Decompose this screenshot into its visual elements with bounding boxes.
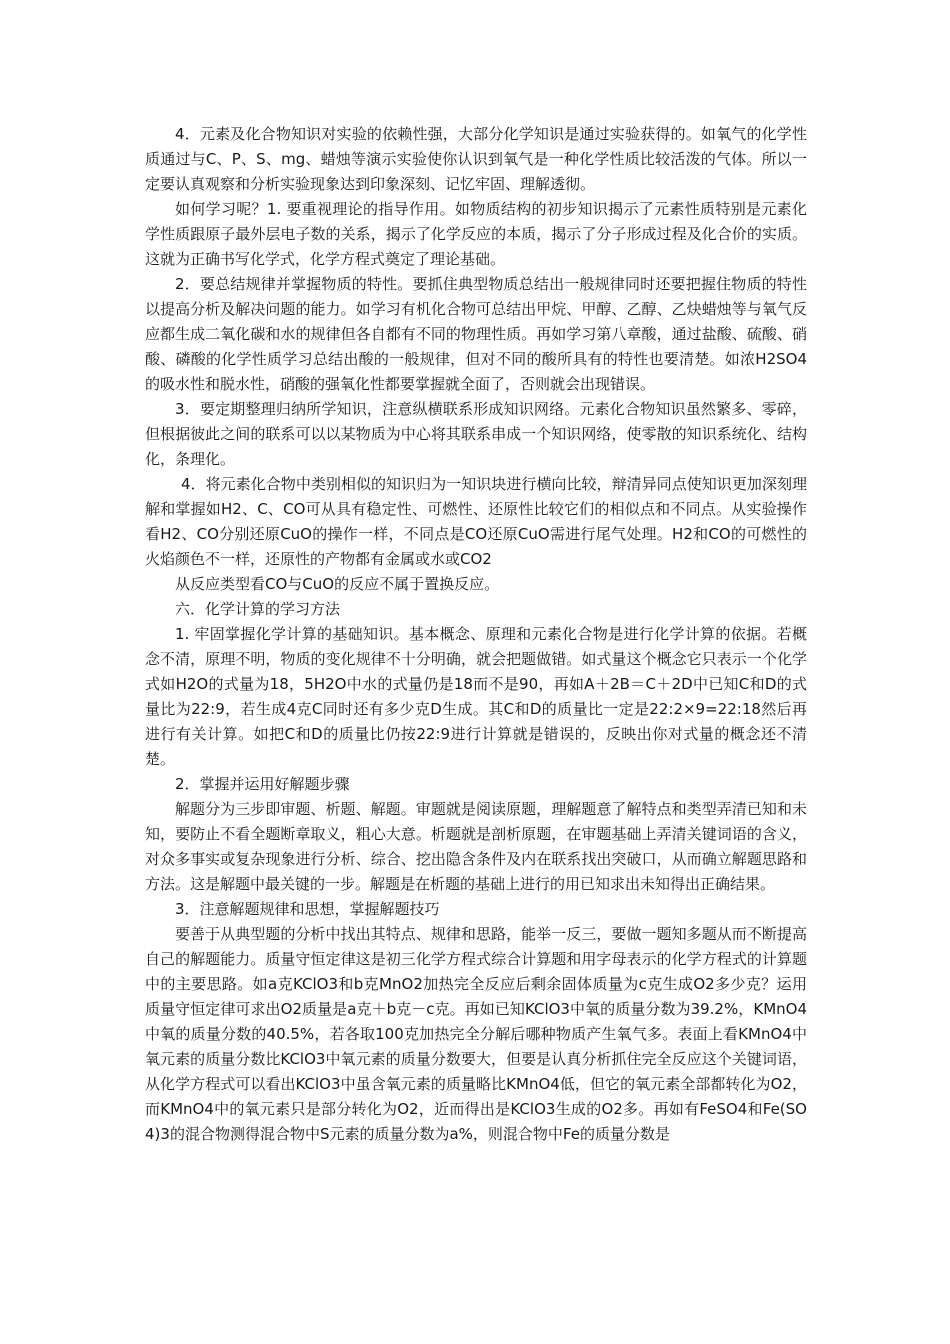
paragraph-how-to-learn: 如何学习呢？1. 要重视理论的指导作用。如物质结构的初步知识揭示了元素性质特别是元素化学性质跟原子最外层电子数的关系，揭示了化学反应的本质，揭示了分子形成过程及化合价的实质。这就为正确书写化学式，化学方程式奠定了理论基础。 [145, 200, 807, 268]
paragraph-calculation-basics: 1. 牢固掌握化学计算的基础知识。基本概念、原理和元素化合物是进行化学计算的依据。若概念不清，原理不明，物质的变化规律不十分明确，就会把题做错。如式量这个概念它只表示一个化学式如H2O的式量为18，5H2O中水的式量仍是18而不是90，再如A＋2B＝C＋2D中已知C和D的式量比为22:9，若生成4克C同时还有多少克D生成。其C和D的质量比一定是22:2×9=22:18然后再进行有关计算。如把C和D的质量比仍按22:9进行计算就是错误的，反映出你对式量的概念还不清楚。 [145, 625, 807, 768]
paragraph-reaction-type: 从反应类型看CO与CuO的反应不属于置换反应。 [175, 575, 500, 593]
paragraph-compare-similar: 4．将元素化合物中类别相似的知识归为一知识块进行横向比较，辩清异同点使知识更加深刻理解和掌握如H2、C、CO可从具有稳定性、可燃性、还原性比较它们的相似点和不同点。从实验操作看H2、CO分别还原CuO的操作一样，不同点是CO还原CuO需进行尾气处理。H2和CO的可燃性的火焰颜色不一样，还原性的产物都有金属或水或CO2 [145, 475, 807, 568]
paragraph-solving-steps: 解题分为三步即审题、析题、解题。审题就是阅读原题，理解题意了解特点和类型弄清已知和未知，要防止不看全题断章取义，粗心大意。析题就是剖析原题，在审题基础上弄清关键词语的含义，对众多事实或复杂现象进行分析、综合、挖出隐含条件及内在联系找出突破口，从而确立解题思路和方法。这是解题中最关键的一步。解题是在析题的基础上进行的用已知求出未知得出正确结果。 [145, 800, 807, 893]
document-body [145, 122, 807, 1147]
subheading-solving-steps: 2．掌握并运用好解题步骤 [175, 775, 350, 793]
paragraph-organize-knowledge: 3．要定期整理归纳所学知识，注意纵横联系形成知识网络。元素化合物知识虽然繁多、零碎，但根据彼此之间的联系可以以某物质为中心将其联系串成一个知识网络，使零散的知识系统化、结构化，条理化。 [145, 400, 807, 468]
paragraph-summarize-rules: 2．要总结规律并掌握物质的特性。要抓住典型物质总结出一般规律同时还要把握住物质的特性以提高分析及解决问题的能力。如学习有机化合物可总结出甲烷、甲醇、乙醇、乙炔蜡烛等与氧气反应都生成二氧化碳和水的规律但各自都有不同的物理性质。再如学习第八章酸，通过盐酸、硫酸、硝酸、磷酸的化学性质学习总结出酸的一般规律，但对不同的酸所具有的特性也要清楚。如浓H2SO4的吸水性和脱水性，硝酸的强氧化性都要掌握就全面了，否则就会出现错误。 [145, 275, 807, 393]
paragraph-element-experiment: 4．元素及化合物知识对实验的依赖性强，大部分化学知识是通过实验获得的。如氧气的化学性质通过与C、P、S、mg、蜡烛等演示实验使你认识到氧气是一种化学性质比较活泼的气体。所以一定要认真观察和分析实验现象达到印象深刻、记忆牢固、理解透彻。 [145, 125, 807, 193]
paragraph-solving-techniques: 要善于从典型题的分析中找出其特点、规律和思路，能举一反三，要做一题知多题从而不断提高自己的解题能力。质量守恒定律这是初三化学方程式综合计算题和用字母表示的化学方程式的计算题中的主要思路。如a克KClO3和b克MnO2加热完全反应后剩余固体质量为c克生成O2多少克？运用质量守恒定律可求出O2质量是a克＋b克－c克。再如已知KClO3中氧的质量分数为39.2%，KMnO4中氧的质量分数的40.5%，若各取100克加热完全分解后哪种物质产生氧气多。表面上看KMnO4中氧元素的质量分数比KClO3中氧元素的质量分数要大，但要是认真分析抓住完全反应这个关键词语，从化学方程式可以看出KClO3中虽含氧元素的质量略比KMnO4低，但它的氧元素全部都转化为O2，而KMnO4中的氧元素只是部分转化为O2，近而得出是KClO3生成的O2多。再如有FeSO4和Fe(SO4)3的混合物测得混合物中S元素的质量分数为a%，则混合物中Fe的质量分数是 [145, 925, 807, 1143]
section-heading-calculation: 六．化学计算的学习方法 [175, 600, 341, 618]
subheading-solving-techniques: 3．注意解题规律和思想，掌握解题技巧 [175, 900, 440, 918]
